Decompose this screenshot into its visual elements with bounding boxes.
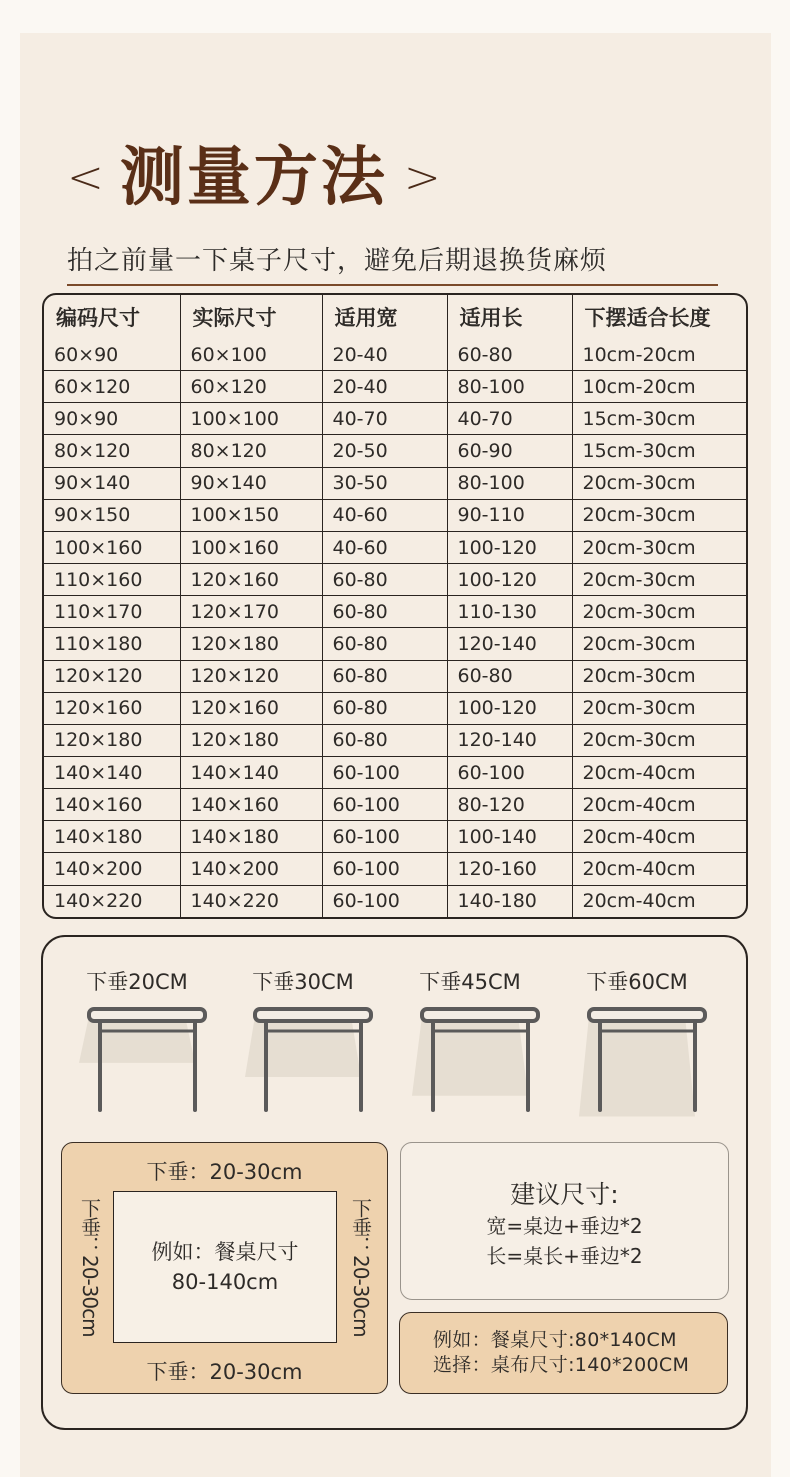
example-line2: 选择：桌布尺寸:140*200CM <box>433 1354 690 1376</box>
cell-actual-size: 100×160 <box>180 531 322 563</box>
cell-fit-length: 100-120 <box>447 692 572 724</box>
cell-actual-size: 100×100 <box>180 403 322 435</box>
cell-fit-width: 60-80 <box>322 724 447 756</box>
tablecloth-figure <box>400 1000 540 1118</box>
cell-actual-size: 80×120 <box>180 435 322 467</box>
cell-fit-length: 110-130 <box>447 596 572 628</box>
cell-drop-length: 20cm-30cm <box>572 499 746 531</box>
chevron-right-icon: > <box>403 152 441 203</box>
formula-length: 长=桌长+垂边*2 <box>486 1244 643 1268</box>
cell-drop-length: 15cm-30cm <box>572 403 746 435</box>
cell-actual-size: 60×100 <box>180 339 322 371</box>
example-line1: 例如：餐桌尺寸:80*140CM <box>433 1329 677 1351</box>
cell-fit-width: 60-100 <box>322 885 447 917</box>
cell-fit-length: 100-140 <box>447 821 572 853</box>
tablecloth-drape <box>79 1016 195 1063</box>
chevron-left-icon: < <box>67 152 104 203</box>
cell-fit-width: 60-80 <box>322 564 447 596</box>
cell-fit-length: 80-100 <box>447 371 572 403</box>
table-row <box>44 853 746 885</box>
table-row <box>44 789 746 821</box>
cell-fit-length: 140-180 <box>447 885 572 917</box>
suggestion-heading: 建议尺寸: <box>510 1180 619 1209</box>
title-text: 测量方法 <box>119 141 388 215</box>
cell-fit-width: 60-80 <box>322 692 447 724</box>
cell-drop-length: 20cm-30cm <box>572 467 746 499</box>
plan-bottom-label: 下垂：20-30cm <box>146 1360 303 1384</box>
plan-right-label <box>346 1191 376 1343</box>
table-row <box>44 596 746 628</box>
table-row <box>44 499 746 531</box>
cell-fit-width: 60-100 <box>322 853 447 885</box>
cell-drop-length: 15cm-30cm <box>572 435 746 467</box>
header-code-size: 编码尺寸 <box>44 295 180 339</box>
cell-fit-width: 60-100 <box>322 757 447 789</box>
cell-drop-length: 20cm-30cm <box>572 692 746 724</box>
table-top <box>89 1009 205 1021</box>
tablecloth-figure <box>233 1000 373 1118</box>
cell-code-size: 100×160 <box>44 531 180 563</box>
table-row <box>44 821 746 853</box>
plan-left-label-cn: 下垂： <box>77 1197 102 1255</box>
cell-fit-length: 40-70 <box>447 403 572 435</box>
page-title <box>67 138 441 218</box>
suggestion-box <box>400 1142 729 1300</box>
cell-actual-size: 120×180 <box>180 724 322 756</box>
cell-drop-length: 20cm-30cm <box>572 660 746 692</box>
cell-fit-width: 40-60 <box>322 531 447 563</box>
cell-code-size: 110×160 <box>44 564 180 596</box>
plan-top-label: 下垂：20-30cm <box>146 1160 303 1184</box>
table-row <box>44 339 746 371</box>
size-table <box>42 293 748 919</box>
cell-fit-width: 40-70 <box>322 403 447 435</box>
header-fit-length: 适用长 <box>447 295 572 339</box>
table-row <box>44 564 746 596</box>
cell-fit-length: 60-80 <box>447 339 572 371</box>
table-row <box>44 757 746 789</box>
cell-fit-length: 90-110 <box>447 499 572 531</box>
plan-table-top <box>113 1191 337 1343</box>
tablecloth-drape <box>412 1016 528 1096</box>
table-row <box>44 628 746 660</box>
tablecloth-figure <box>567 1000 707 1118</box>
cell-code-size: 110×180 <box>44 628 180 660</box>
cell-actual-size: 60×120 <box>180 371 322 403</box>
table-top <box>422 1009 538 1021</box>
cell-actual-size: 120×180 <box>180 628 322 660</box>
cell-fit-width: 20-50 <box>322 435 447 467</box>
table-top <box>255 1009 371 1021</box>
table-row <box>44 724 746 756</box>
plan-inner-line1: 例如：餐桌尺寸 <box>151 1240 299 1264</box>
cell-fit-length: 120-140 <box>447 628 572 660</box>
cell-fit-length: 80-120 <box>447 789 572 821</box>
cell-fit-width: 60-80 <box>322 596 447 628</box>
cell-actual-size: 120×160 <box>180 564 322 596</box>
cell-fit-length: 100-120 <box>447 564 572 596</box>
drop-label: 下垂30CM <box>252 970 354 994</box>
table-row <box>44 692 746 724</box>
cell-code-size: 140×160 <box>44 789 180 821</box>
table-row <box>44 660 746 692</box>
cell-fit-length: 80-100 <box>447 467 572 499</box>
table-row <box>44 531 746 563</box>
cell-fit-length: 60-90 <box>447 435 572 467</box>
cell-drop-length: 20cm-30cm <box>572 531 746 563</box>
cell-actual-size: 120×160 <box>180 692 322 724</box>
cell-fit-width: 60-80 <box>322 660 447 692</box>
plan-left-label-num: 20-30cm <box>78 1254 102 1337</box>
drop-label: 下垂60CM <box>586 970 688 994</box>
cell-code-size: 120×120 <box>44 660 180 692</box>
cell-drop-length: 20cm-30cm <box>572 596 746 628</box>
cell-actual-size: 140×180 <box>180 821 322 853</box>
subtitle-underline <box>67 284 718 286</box>
cell-drop-length: 20cm-30cm <box>572 564 746 596</box>
cell-drop-length: 20cm-40cm <box>572 789 746 821</box>
plan-left-label <box>75 1191 105 1343</box>
cell-fit-width: 20-40 <box>322 339 447 371</box>
cell-code-size: 140×140 <box>44 757 180 789</box>
cell-fit-width: 60-100 <box>322 821 447 853</box>
plan-inner-line2: 80-140cm <box>171 1270 279 1294</box>
header-actual-size: 实际尺寸 <box>180 295 322 339</box>
cell-fit-width: 20-40 <box>322 371 447 403</box>
table-row <box>44 467 746 499</box>
cell-actual-size: 140×160 <box>180 789 322 821</box>
cell-actual-size: 100×150 <box>180 499 322 531</box>
cell-code-size: 60×120 <box>44 371 180 403</box>
cell-drop-length: 20cm-40cm <box>572 757 746 789</box>
cell-drop-length: 20cm-30cm <box>572 628 746 660</box>
header-drop-length: 下摆适合长度 <box>572 295 746 339</box>
cell-actual-size: 120×170 <box>180 596 322 628</box>
cell-actual-size: 90×140 <box>180 467 322 499</box>
cell-actual-size: 120×120 <box>180 660 322 692</box>
cell-code-size: 90×140 <box>44 467 180 499</box>
cell-fit-width: 40-60 <box>322 499 447 531</box>
cell-drop-length: 20cm-40cm <box>572 821 746 853</box>
cell-drop-length: 20cm-40cm <box>572 885 746 917</box>
cell-code-size: 60×90 <box>44 339 180 371</box>
cell-drop-length: 20cm-40cm <box>572 853 746 885</box>
cell-fit-width: 30-50 <box>322 467 447 499</box>
cell-code-size: 110×170 <box>44 596 180 628</box>
table-row <box>44 885 746 917</box>
table-top <box>589 1009 705 1021</box>
cell-code-size: 140×200 <box>44 853 180 885</box>
example-box <box>399 1312 728 1394</box>
cell-code-size: 90×90 <box>44 403 180 435</box>
cell-code-size: 80×120 <box>44 435 180 467</box>
cell-fit-length: 120-160 <box>447 853 572 885</box>
cell-fit-length: 120-140 <box>447 724 572 756</box>
formula-width: 宽=桌边+垂边*2 <box>486 1214 643 1238</box>
cell-actual-size: 140×220 <box>180 885 322 917</box>
cell-fit-length: 60-80 <box>447 660 572 692</box>
tablecloth-drape <box>245 1016 361 1077</box>
table-row <box>44 435 746 467</box>
cell-code-size: 120×160 <box>44 692 180 724</box>
cell-drop-length: 10cm-20cm <box>572 339 746 371</box>
cell-drop-length: 10cm-20cm <box>572 371 746 403</box>
plan-right-label-num: 20-30cm <box>349 1254 373 1337</box>
header-fit-width: 适用宽 <box>322 295 447 339</box>
drop-label: 下垂20CM <box>86 970 188 994</box>
cell-fit-width: 60-100 <box>322 789 447 821</box>
cell-actual-size: 140×200 <box>180 853 322 885</box>
subtitle: 拍之前量一下桌子尺寸，避免后期退换货麻烦 <box>67 246 608 276</box>
table-row <box>44 371 746 403</box>
plan-right-label-cn: 下垂： <box>348 1197 373 1255</box>
cell-fit-length: 100-120 <box>447 531 572 563</box>
cell-code-size: 90×150 <box>44 499 180 531</box>
cell-code-size: 140×180 <box>44 821 180 853</box>
drop-label: 下垂45CM <box>419 970 521 994</box>
cell-fit-length: 60-100 <box>447 757 572 789</box>
cell-drop-length: 20cm-30cm <box>572 724 746 756</box>
cell-code-size: 120×180 <box>44 724 180 756</box>
cell-actual-size: 140×140 <box>180 757 322 789</box>
table-row <box>44 403 746 435</box>
cell-code-size: 140×220 <box>44 885 180 917</box>
cell-fit-width: 60-80 <box>322 628 447 660</box>
tablecloth-figure <box>67 1000 207 1118</box>
table-header-row <box>44 295 746 339</box>
